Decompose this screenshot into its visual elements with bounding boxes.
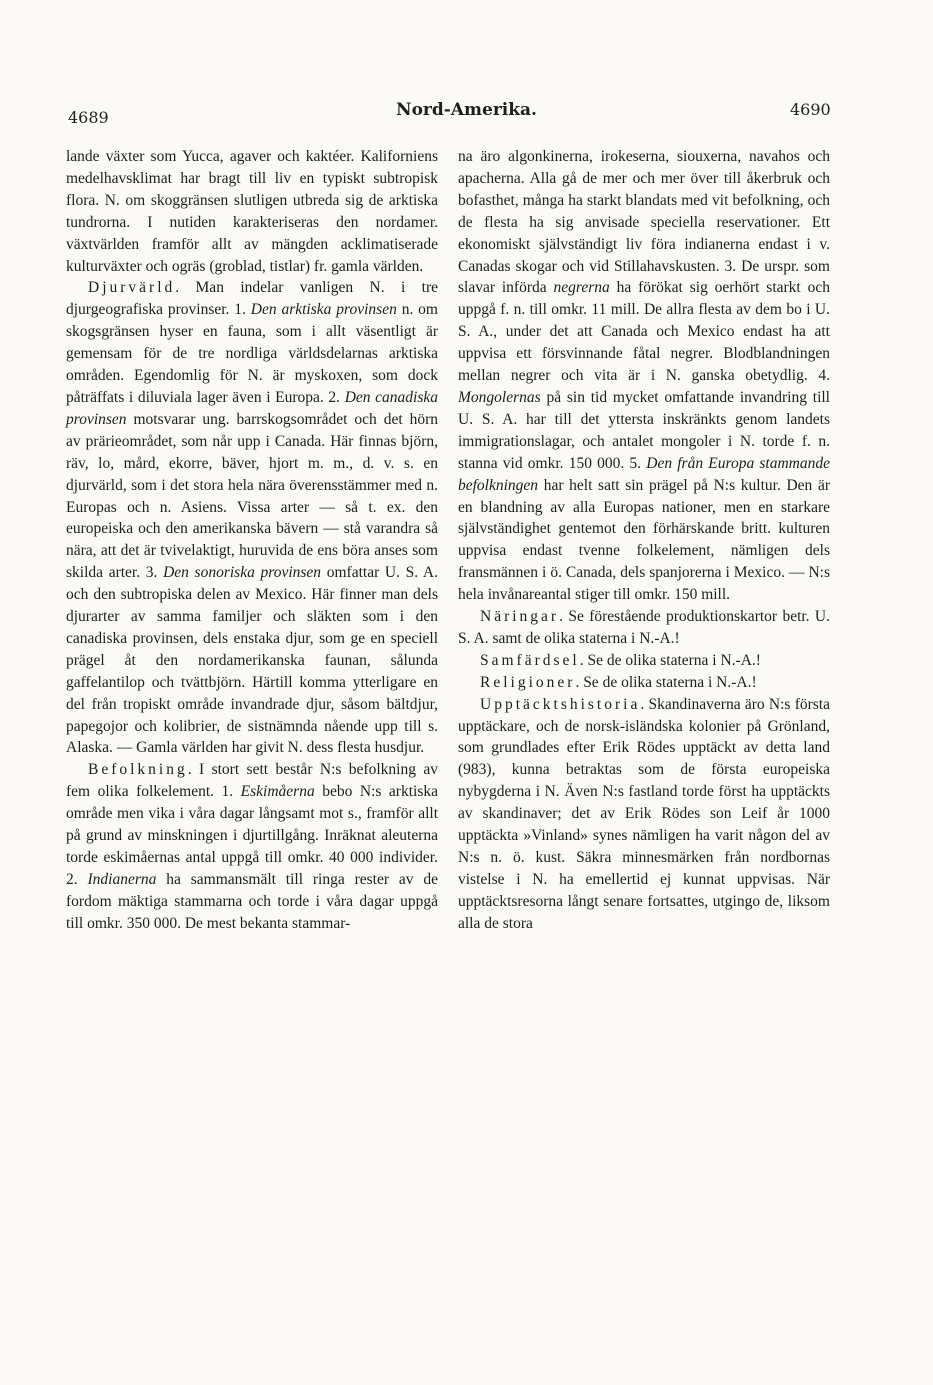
- section-heading: Religioner: [480, 673, 576, 691]
- text-run: . Se förestående produktionskartor betr. U. S. A. samt de olika staterna i N.-A.!: [458, 608, 830, 647]
- page-number-left: 4689: [68, 108, 109, 127]
- section-heading: Djurvärld: [88, 279, 176, 297]
- paragraph: [66, 146, 438, 277]
- running-header: [0, 100, 933, 130]
- text-run: omfattar U. S. A. och den subtropiska delen av Mexico. Här finner man dels djurarter av samma familjer och släkten som i den canadiska provinsen, dels enstaka djur, som ge en speciell prägel åt den nordamerikanska faunan, sålunda gaffelantilop och tvättbjörn. Härtill komma ytterligare en del från tropiskt område invandrade djur, såsom bältdjur, papegojor och kolibrier, de sistnämnda nående upp till s. Alaska. — Gamla världen har givit N. dess flesta husdjur.: [66, 564, 439, 757]
- text-run: n. om skogsgränsen hyser en fauna, som i allt väsentligt är gemensam för de tre nordliga världsdelarnas arktiska områden. Egendomlig för N. är myskoxen, som dock påträffats i diluviala lager även i Europa. 2.: [66, 301, 438, 406]
- text-run: Mongolernas: [458, 388, 541, 406]
- text-run: Indianerna: [87, 870, 157, 888]
- page-title: Nord-Amerika.: [396, 100, 537, 120]
- text-run: Den canadiska provinsen: [66, 388, 438, 428]
- text-run: lande växter som Yucca, agaver och kaktéer. Kaliforniens medelhavsklimat har bragt till liv en typiskt subtropisk flora. N. om skoggränsen slutligen utbreda sig de arktiska tundrorna. I nutiden karakteriseras den nordamer. växtvärlden framför allt av mängden acklimatiserade kulturväxter och ogräs (groblad, tistlar) fr. gamla världen.: [66, 148, 438, 275]
- text-run: . Se de olika staterna i N.-A.!: [579, 651, 761, 669]
- paragraph: [458, 606, 830, 650]
- paragraph: [458, 146, 830, 606]
- text-run: ha sammansmält till ringa rester av de fordom mäktiga stammarna och torde i våra dagar uppgå till omkr. 350 000. De mest bekanta stammar-: [66, 870, 438, 932]
- paragraph: [458, 694, 830, 935]
- text-run: . Man indelar vanligen N. i tre djurgeografiska provinser. 1.: [66, 279, 438, 319]
- text-run: Eskimåerna: [240, 783, 315, 801]
- paragraph: [458, 672, 830, 694]
- text-run: negrerna: [553, 279, 610, 297]
- text-run: . I stort sett består N:s befolkning av fem olika folkelement. 1.: [66, 761, 438, 801]
- text-run: Den från Europa stammande befolkningen: [458, 454, 830, 494]
- text-run: Den arktiska provinsen: [250, 301, 397, 319]
- section-heading: Samfärdsel: [480, 651, 580, 669]
- text-run: . Skandinaverna äro N:s första upptäckare, och de norsk-isländska kolonier på Grönland, som grundlades efter Erik Rödes upptäckt av detta land (983), kunna betraktas som de första europeiska nybygderna i N. Även N:s fastland torde först ha upptäckts av skandinaver; det av Erik Rödes son Leif år 1000 upptäckta »Vinland» synes nämligen ha varit någon del av N:s n. ö. kust. Säkra minnesmärken från nordbornas vistelse i N. ha emellertid ej kunnat uppvisas. När upptäcktsresorna långt senare fortsattes, utgingo de, liksom alla de stora: [458, 695, 830, 932]
- section-heading: Näringar: [480, 608, 560, 626]
- paragraph: [458, 650, 830, 672]
- paragraph: [66, 759, 438, 934]
- text-run: motsvarar ung. barrskogsområdet och det hörn av prärieområdet, som når upp i Canada. Här finnas björn, räv, lo, mård, ekorre, bäver, hjort m. m., d. v. s. en djurvärld, som i det stora hela nära överensstämmer med n. Europas och n. Asiens. Vissa arter — så t. ex. den europeiska och den amerikanska bävern — stå varandra så nära, att det är tvivelaktigt, huruvida de ens böra anses som skilda arter. 3.: [66, 410, 438, 582]
- page-number-right: 4690: [790, 100, 831, 119]
- left-column: [66, 146, 438, 935]
- text-run: har helt satt sin prägel på N:s kultur. Den är en blandning av alla Europas nationer, men en starkare självständighet gentemot den förhärskande britt. kulturen uppvisa endast tvenne folkelement, nämligen dels fransmännen i ö. Canada, dels spanjorerna i Mexico. — N:s hela invånareantal stiger till omkr. 150 mill.: [458, 476, 830, 604]
- text-run: Den sonoriska provinsen: [163, 564, 322, 582]
- text-run: na äro algonkinerna, irokeserna, siouxerna, navahos och apacherna. Alla gå de mer och mer över till åkerbruk och bofasthet, många ha starkt blandats med vit befolkning, och de flesta ha sig anvisade speciella reservationer. Ett ekonomiskt självständigt liv föra indianerna endast i v. Canadas skogar och vid Stillahavskusten. 3. De urspr. som slavar införda: [458, 148, 830, 297]
- text-run: ha förökat sig oerhört starkt och uppgå f. n. till omkr. 11 mill. De allra flesta av dem bo i U. S. A., under det att Canada och Mexico endast ha att uppvisa ett försvinnande fåtal negrer. Blodblandningen mellan negrer och vita är i N. ganska obetydlig. 4.: [458, 279, 830, 385]
- text-run: bebo N:s arktiska område men vika i våra dagar långsamt mot s., framför allt på grund av minskningen i djurtillgång. Inräknat aleuterna torde eskimåernas antal uppgå till omkr. 40 000 individer. 2.: [66, 783, 438, 888]
- section-heading: Befolkning: [88, 761, 188, 779]
- text-run: . Se de olika staterna i N.-A.!: [575, 673, 757, 691]
- section-heading: Upptäcktshistoria: [480, 695, 641, 713]
- paragraph: [66, 277, 438, 759]
- text-run: på sin tid mycket omfattande invandring till U. S. A. har till det yttersta inskränkts genom landets immigrationslagar, och antalet mongoler i N. torde f. n. stanna vid omkr. 150 000. 5.: [458, 388, 830, 472]
- right-column: [458, 146, 830, 935]
